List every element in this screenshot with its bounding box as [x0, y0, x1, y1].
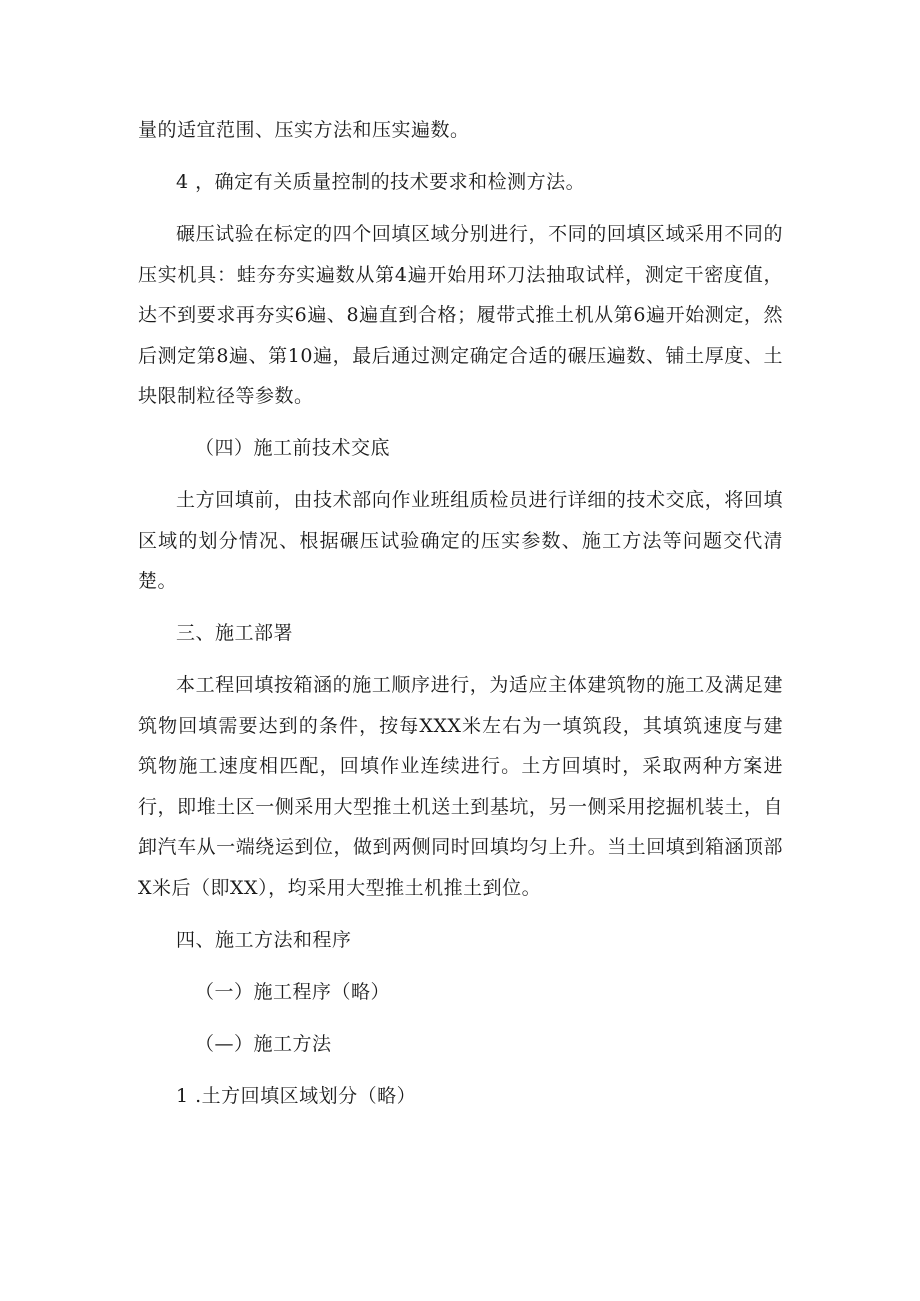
heading-construction-deployment: 三、施工部署: [176, 622, 294, 644]
paragraph-compaction-scope: 量的适宜范围、压实方法和压实遍数。: [138, 119, 470, 141]
heading-technical-briefing: （四）施工前技术交底: [195, 437, 391, 459]
document-body: [138, 110, 783, 1116]
paragraph-technical-briefing: 土方回填前，由技术部向作业班组质检员进行详细的技术交底，将回填区域的划分情况、根据碾压试验确定的压实参数、施工方法等问题交代清楚。: [138, 489, 783, 592]
paragraph-construction-deployment: 本工程回填按箱涵的施工顺序进行，为适应主体建筑物的施工及满足建筑物回填需要达到的条件，按每XXX米左右为一填筑段，其填筑速度与建筑物施工速度相匹配，回填作业连续进行。土方回填时，采取两种方案进行，即堆土区一侧采用大型推土机送土到基坑，另一侧采用挖掘机装土，自卸汽车从一端绕运到位，做到两侧同时回填均匀上升。当土回填到箱涵顶部X米后（即XX），均采用大型推土机推土到位。: [138, 674, 783, 899]
heading-construction-procedure: （一）施工程序（略）: [195, 980, 391, 1003]
paragraph-compaction-test: 碾压试验在标定的四个回填区域分别进行，不同的回填区域采用不同的压实机具：蛙夯夯实遍数从第4遍开始用环刀法抽取试样，测定干密度值，达不到要求再夯实6遍、8遍直到合格；履带式推土机从第6遍开始测定，然后测定第8遍、第10遍，最后通过测定确定合适的碾压遍数、铺土厚度、土块限制粒径等参数。: [138, 223, 783, 407]
heading-methods-and-procedures: 四、施工方法和程序: [176, 928, 352, 951]
heading-backfill-zoning: 1 .土方回填区域划分（略）: [176, 1084, 417, 1107]
paragraph-item-4: 4 ，确定有关质量控制的技术要求和检测方法。: [176, 171, 586, 193]
heading-construction-method: （—）施工方法: [195, 1032, 332, 1055]
